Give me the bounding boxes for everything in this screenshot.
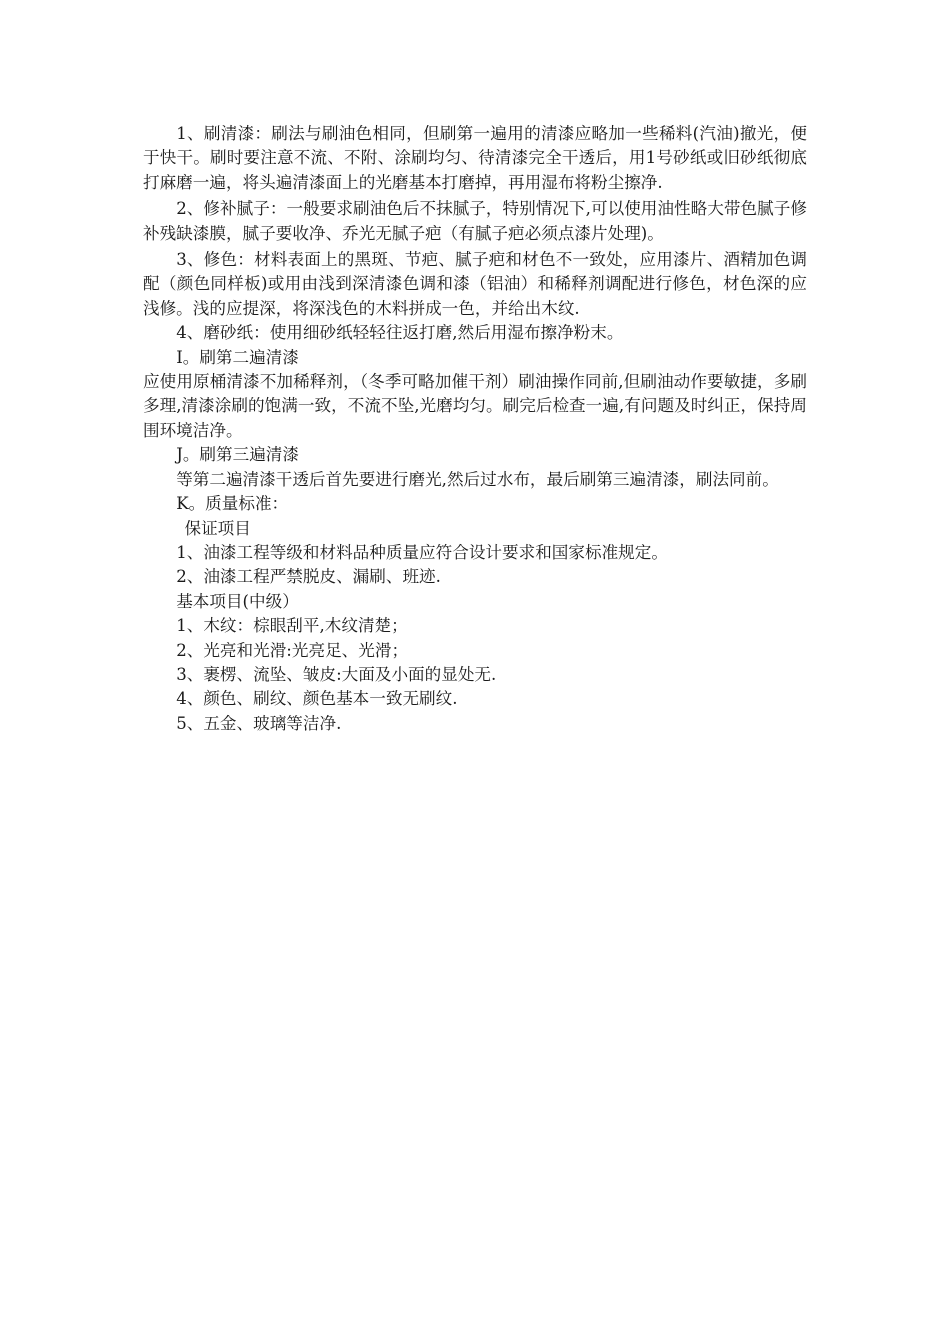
paragraph-brush-varnish: 1、刷清漆：刷法与刷油色相同，但刷第一遍用的清漆应略加一些稀料(汽油)撤光，便于快干。刷时要注意不流、不附、涂刷均匀、待清漆完全干透后，用1号砂纸或旧砂纸彻底打麻磨一遍，将头遍清漆面上的光磨基本打磨掉，再用湿布将粉尘擦净.: [143, 124, 807, 192]
guarantee-title: 保证项目: [184, 518, 251, 538]
basic-item: 5、五金、玻璃等洁净.: [176, 713, 342, 733]
heading-quality-standard: K。质量标准：: [176, 494, 289, 514]
heading-second-coat: I。刷第二遍清漆: [176, 347, 299, 367]
paragraph-third-coat: 等第二遍清漆干透后首先要进行磨光,然后过水布，最后刷第三遍清漆，刷法同前。: [176, 469, 779, 489]
paragraph-color-correction: 3、修色：材料表面上的黑斑、节疤、腻子疤和材色不一致处，应用漆片、酒精加色调配（颜色同样板)或用由浅到深清漆色调和漆（铝油）和稀释剂调配进行修色，材色深的应浅修。浅的应提深，将深浅色的木料拼成一色，并给出木纹.: [143, 250, 807, 318]
basic-item: 2、光亮和光滑:光亮足、光滑；: [176, 640, 409, 660]
basic-item: 3、裹楞、流坠、皱皮:大面及小面的显处无.: [176, 664, 497, 684]
guarantee-item: 1、油漆工程等级和材料品种质量应符合设计要求和国家标准规定。: [176, 542, 668, 562]
heading-third-coat: J。刷第三遍清漆: [176, 445, 299, 465]
document-page: [143, 122, 807, 736]
basic-item: 4、颜色、刷纹、颜色基本一致无刷纹.: [176, 689, 458, 709]
paragraph-putty-repair: 2、修补腻子：一般要求刷油色后不抹腻子，特别情况下,可以使用油性略大带色腻子修补残缺漆膜，腻子要收净、乔光无腻子疤（有腻子疤必须点漆片处理)。: [143, 199, 807, 243]
basic-title: 基本项目(中级）: [176, 591, 299, 611]
basic-item: 1、木纹：棕眼刮平,木纹清楚；: [176, 616, 408, 636]
paragraph-sanding: 4、磨砂纸：使用细砂纸轻轻往返打磨,然后用湿布擦净粉末。: [176, 323, 624, 343]
paragraph-second-coat: 应使用原桶清漆不加稀释剂，（冬季可略加催干剂）刷油操作同前,但刷油动作要敏捷，多刷多理,清漆涂刷的饱满一致，不流不坠,光磨均匀。刷完后检查一遍,有问题及时纠正，保持周围环境洁净。: [143, 372, 807, 440]
guarantee-item: 2、油漆工程严禁脱皮、漏刷、班迹.: [176, 567, 441, 587]
